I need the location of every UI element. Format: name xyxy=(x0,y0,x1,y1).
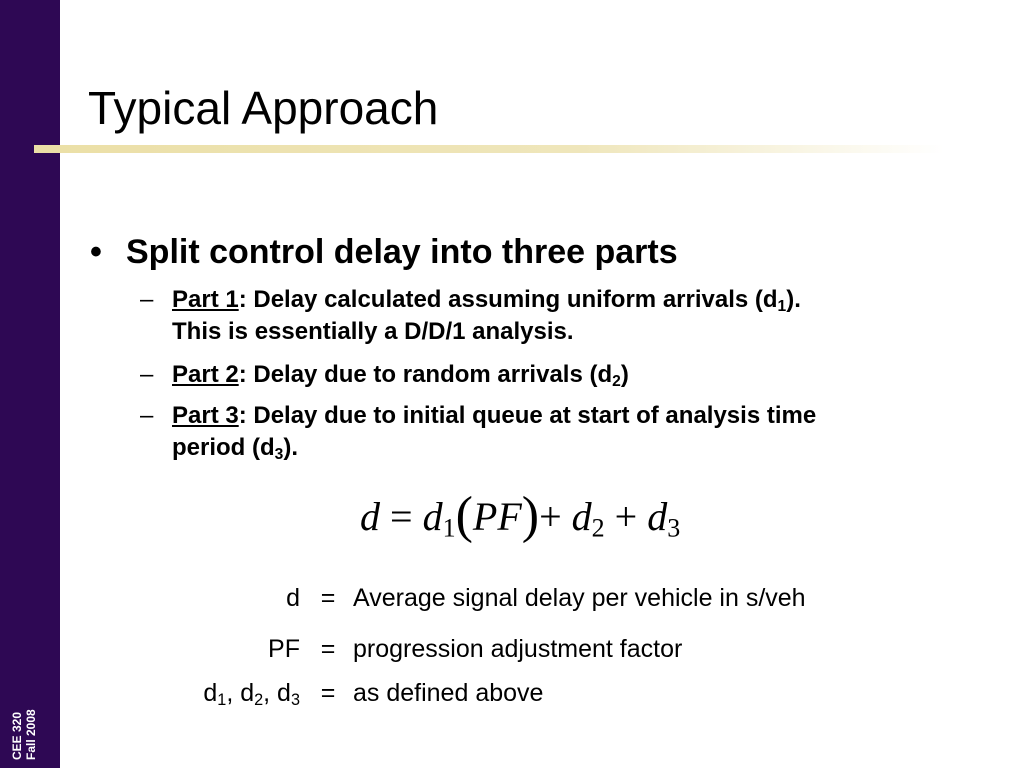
term-d: , d xyxy=(263,679,291,707)
part2-text: : Delay due to random arrivals (d xyxy=(238,361,613,388)
part3-subscript: 3 xyxy=(274,445,284,463)
formula-equals: = xyxy=(390,494,413,539)
delay-formula xyxy=(360,486,680,547)
formula-close-paren: ) xyxy=(521,487,540,544)
course-term: Fall 2008 xyxy=(24,709,38,760)
term-d: d xyxy=(203,679,218,707)
formula-d2: d xyxy=(571,494,592,539)
dash-icon: – xyxy=(140,402,154,429)
part2-label: Part 2 xyxy=(172,361,239,388)
definition-term xyxy=(100,675,300,711)
part1-text: : Delay calculated assuming uniform arrivals (d xyxy=(238,286,778,313)
part3-label: Part 3 xyxy=(172,402,239,429)
part1-label: Part 1 xyxy=(172,286,239,313)
term-sub: 3 xyxy=(290,691,300,710)
definition-row xyxy=(140,675,940,715)
dash-icon: – xyxy=(140,286,154,313)
course-caption xyxy=(10,709,38,760)
formula-plus1: + xyxy=(539,494,562,539)
definition-description: progression adjustment factor xyxy=(353,635,683,663)
formula-d1-sub: 1 xyxy=(442,513,456,543)
definition-description: Average signal delay per vehicle in s/veh xyxy=(353,584,806,612)
formula-lhs: d xyxy=(360,494,380,539)
formula-d1: d xyxy=(422,494,443,539)
dash-icon: – xyxy=(140,361,154,388)
formula-open-paren: ( xyxy=(455,487,473,544)
definition-term: PF xyxy=(268,635,300,663)
definition-equals: = xyxy=(320,584,336,612)
part3-text-end: ). xyxy=(283,434,299,461)
formula-d2-sub: 2 xyxy=(591,513,605,543)
term-sub: 2 xyxy=(254,691,264,710)
definition-equals: = xyxy=(320,635,336,663)
definition-description: as defined above xyxy=(353,679,544,707)
course-code: CEE 320 xyxy=(10,711,24,760)
slide-title: Typical Approach xyxy=(88,82,439,134)
part1-text-end: ). xyxy=(786,286,801,313)
definition-term: d xyxy=(286,584,300,612)
part2-subscript: 2 xyxy=(612,372,621,390)
part3-line2: period (d xyxy=(172,434,275,461)
part1-line2: This is essentially a D/D/1 analysis. xyxy=(172,318,574,345)
definition-row xyxy=(140,580,940,620)
formula-d3-sub: 3 xyxy=(667,513,681,543)
formula-plus2: + xyxy=(614,494,638,539)
part2-text-end: ) xyxy=(620,361,629,388)
part3-text: : Delay due to initial queue at start of analysis time xyxy=(238,402,817,429)
bullet-icon: • xyxy=(90,233,102,271)
title-underline xyxy=(34,145,944,153)
definition-row xyxy=(140,631,940,671)
part1-subscript: 1 xyxy=(777,297,787,315)
main-bullet-text: Split control delay into three parts xyxy=(126,233,678,271)
term-d: , d xyxy=(226,679,255,707)
sidebar xyxy=(0,0,60,768)
formula-d3: d xyxy=(647,494,668,539)
definition-equals: = xyxy=(320,679,336,707)
formula-pf: PF xyxy=(472,494,522,539)
term-sub: 1 xyxy=(217,691,227,710)
